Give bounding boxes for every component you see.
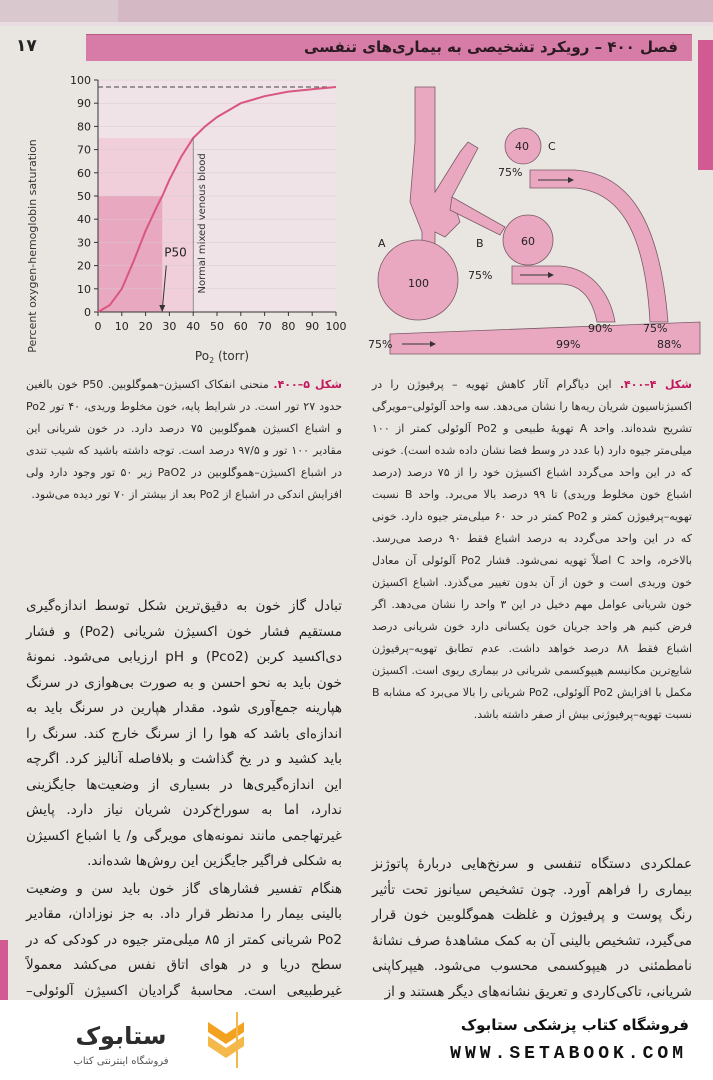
flow-label-in: 75% [368,338,393,351]
logo-subtitle: فروشگاه اینترنتی کتاب [73,1056,169,1067]
left-paragraph-1: تبادل گاز خون به دقیق‌ترین شکل توسط اندازه‌گیری مستقیم فشار خون اکسیژن شریانی (Po2) و فشار دی‌اکسید کربن (Pco2) و pH ارزیابی می‌شود. نمونهٔ خون باید به نحو احسن و به صورت بی‌هوازی در سرنگ هپارینه جمع‌آوری شود. مقدار هپارین در سرنگ باید به اندازه‌ای باشد که هوا را از سرنگ خارج کند. سرنگ را باید کشید و در یخ گذاشت و بلافاصله آنالیز کرد. اگرچه این اندازه‌گیری‌ها در بسیاری از وضعیت‌ها جایگزینی ندارد، اما به سوراخ‌کردن شریان نیاز دارد. پایش غیرتهاجمی مانند نمونه‌های مویرگی و/ یا اشباع اکسیژن به شکلی فراگیر جایگزین این روش‌ها شده‌اند. [26,598,343,869]
chapter-title: فصل ۴۰۰ – رویکرد تشخیصی به بیماری‌های تنفسی [304,38,678,56]
unit-c-value: 40 [515,140,529,153]
chart-y-tick-label: 30 [77,236,91,250]
airway-tree [410,87,478,250]
store-name: فروشگاه کتاب پزشکی ستابوک [460,1016,689,1034]
page-number: ۱۷ [16,36,37,56]
setabook-logo [26,1014,246,1070]
right-column-text [372,852,692,1007]
chart-y-tick-label: 80 [77,120,91,134]
out-label-88: 88% [657,338,682,351]
page-tab-right [118,0,713,22]
out-label-99: 99% [556,338,581,351]
chart-x-tick-label: 10 [114,320,129,333]
figure-5-text: منحنی انفکاک اکسیژن–هموگلوبین. P50 خون بالغین حدود ۲۷ تور است. در شرایط پایه، خون مخلوط وریدی، ۴۰ تور Po2 و اشباع اکسیژن هموگلوبین ۷۵ درصد دارد. در خون شریانی این مقادیر ۱۰۰ تور و ۹۷/۵ درصد است. توجه داشته باشید که شیب تندی در اشباع اکسیژن–هموگلوبین در PaO2 زیر ۵۰ تور وجود دارد ولی افزایش اندکی در اشباع از Po2 بعد از بیشتر از ۷۰ تور دیده می‌شود. [26,378,342,501]
venous-label: Normal mixed venous blood [197,153,209,294]
chart-x-tick-label: 50 [210,320,224,333]
chart-x-axis-label: $Po_2$ (torr) [194,349,250,365]
out-label-90: 90% [588,322,613,335]
chart-x-tick-label: 20 [138,320,153,333]
side-thumb-index-lower [0,940,8,1000]
page-tab-left [0,0,118,22]
label-c: C [548,140,556,153]
left-paragraph-2: هنگام تفسیر فشارهای گاز خون باید سن و وضعیت بالینی بیمار را مدنظر قرار داد. به جز نوزادان، مقادیر Po2 شریانی کمتر از ۸۵ میلی‌متر جیوه در کودکی که در سطح دریا و در هوای اتاق نفس می‌کشد معمولاً غیرطبیعی است. محاسبهٔ گرادیان اکسیژن آلوئولی– [26,880,342,999]
chart-y-tick-label: 60 [77,166,91,180]
chart-y-axis-label: Percent oxygen-hemoglobin saturation [26,139,39,353]
va-q-diagram [360,82,705,357]
chart-y-tick-label: 40 [77,213,91,227]
chart-y-tick-label: 90 [77,97,91,111]
chart-y-tick-label: 10 [77,282,91,296]
chart-x-tick-label: 0 [94,320,102,333]
chart-x-tick-label: 60 [233,320,248,333]
store-url[interactable]: WWW.SETABOOK.COM [450,1044,687,1064]
chart-y-tick-label: 100 [70,74,91,87]
chart-y-tick-label: 0 [84,306,91,319]
figure-4-label: شکل ۴–۴۰۰. [619,378,692,391]
figure-4-text: این دیاگرام آثار کاهش تهویه – پرفیوژن را در اکسیژناسیون شریان ریه‌ها را نشان می‌دهد. سه واحد آلوئولی–مویرگی تشریح شده‌اند. واحد A تهویهٔ طبیعی و Po2 آلوئولی کمتر از ۱۰۰ میلی‌متر جیوه دارد (با عدد در وسط فضا نشان داده شده است). خونی که در این واحد می‌گردد اشباع اکسیژن خود را از ۷۵ درصد (درصد اشباع خون مخلوط وریدی) تا ۹۹ درصد بالا می‌برد. واحد B نسبت تهویه–پرفیوژن کمتر و Po2 کمتر در حد ۶۰ میلی‌متر جیوه دارد. خونی که در این واحد می‌گردد به درصد اشباع فقط ۹۰ درصد می‌رسد. بالاخره، واحد C اصلاً تهویه نمی‌شود. فشار Po2 آلوئولی آن معادل خون وریدی است و خون از آن بدون تغییر می‌گذرد. اشباع اکسیژن خون شریانی عوامل مهم دخیل در این ۳ واحد را نشان می‌دهد. اگر فرض کنیم هر واحد جریان خون یکسانی دارد خون شریانی درصد اشباع فقط ۸۸ درصد خواهد داشت. عدم تطابق تهویه–پرفیوژن شایع‌ترین مکانیسم هیپوکسمی شریانی در بیماری ریوی است. اکسیژن مکمل با افزایش Po2 آلوئولی، Po2 شریانی را بالا می‌برد که مشابه B نسبت تهویه–پرفیوژنی بیش از صفر داشته باشد. [372,378,693,721]
chart-x-tick-label: 100 [325,320,347,333]
chart-x-tick-label: 90 [305,320,320,333]
footer-divider [236,1012,238,1068]
book-chevron-icon [208,1022,244,1058]
chart-y-tick-label: 20 [77,259,91,273]
chart-y-tick-label: 70 [77,143,91,157]
figure-5-label: شکل ۵–۴۰۰. [273,378,342,391]
footer-banner [0,1000,713,1080]
capillary-b [512,266,615,322]
left-column-text [26,594,342,1057]
flow-label-b: 75% [468,269,493,282]
oxygen-hemoglobin-chart [0,66,360,376]
chapter-header [86,34,692,61]
chart-x-tick-label: 80 [281,320,296,333]
right-paragraph-1: عملکردی دستگاه تنفسی و سرنخ‌هایی دربارهٔ پاتوژنز بیماری را فراهم آورد. چون تشخیص سیانوز تحت تأثیر رنگ پوست و پرفیوژن و غلظت هموگلوبین خون قرار می‌گیرد، تشخیص بالینی آن به کمک مشاهدهٔ صرف نشانهٔ نامطمئنی در هیپوکسمی محسوب می‌شود. هیپرکاپنی شریانی، تاکی‌کاردی و تعریق نشانه‌های دیگر هستند و از [372,856,692,1000]
unit-a-value: 100 [408,277,429,290]
chart-x-tick-label: 40 [186,320,201,333]
chart-x-tick-label: 70 [257,320,272,333]
figure-5-caption [26,374,342,506]
logo-wordmark: ستابوک [75,1022,167,1050]
label-a: A [378,237,386,250]
figure-4-caption [372,374,692,726]
out-label-75: 75% [643,322,668,335]
p50-label: P50 [164,245,187,260]
flow-label-c: 75% [498,166,523,179]
chart-y-tick-label: 50 [77,190,91,203]
unit-b-value: 60 [521,235,535,248]
label-b: B [476,237,484,250]
chart-x-tick-label: 30 [162,320,177,333]
